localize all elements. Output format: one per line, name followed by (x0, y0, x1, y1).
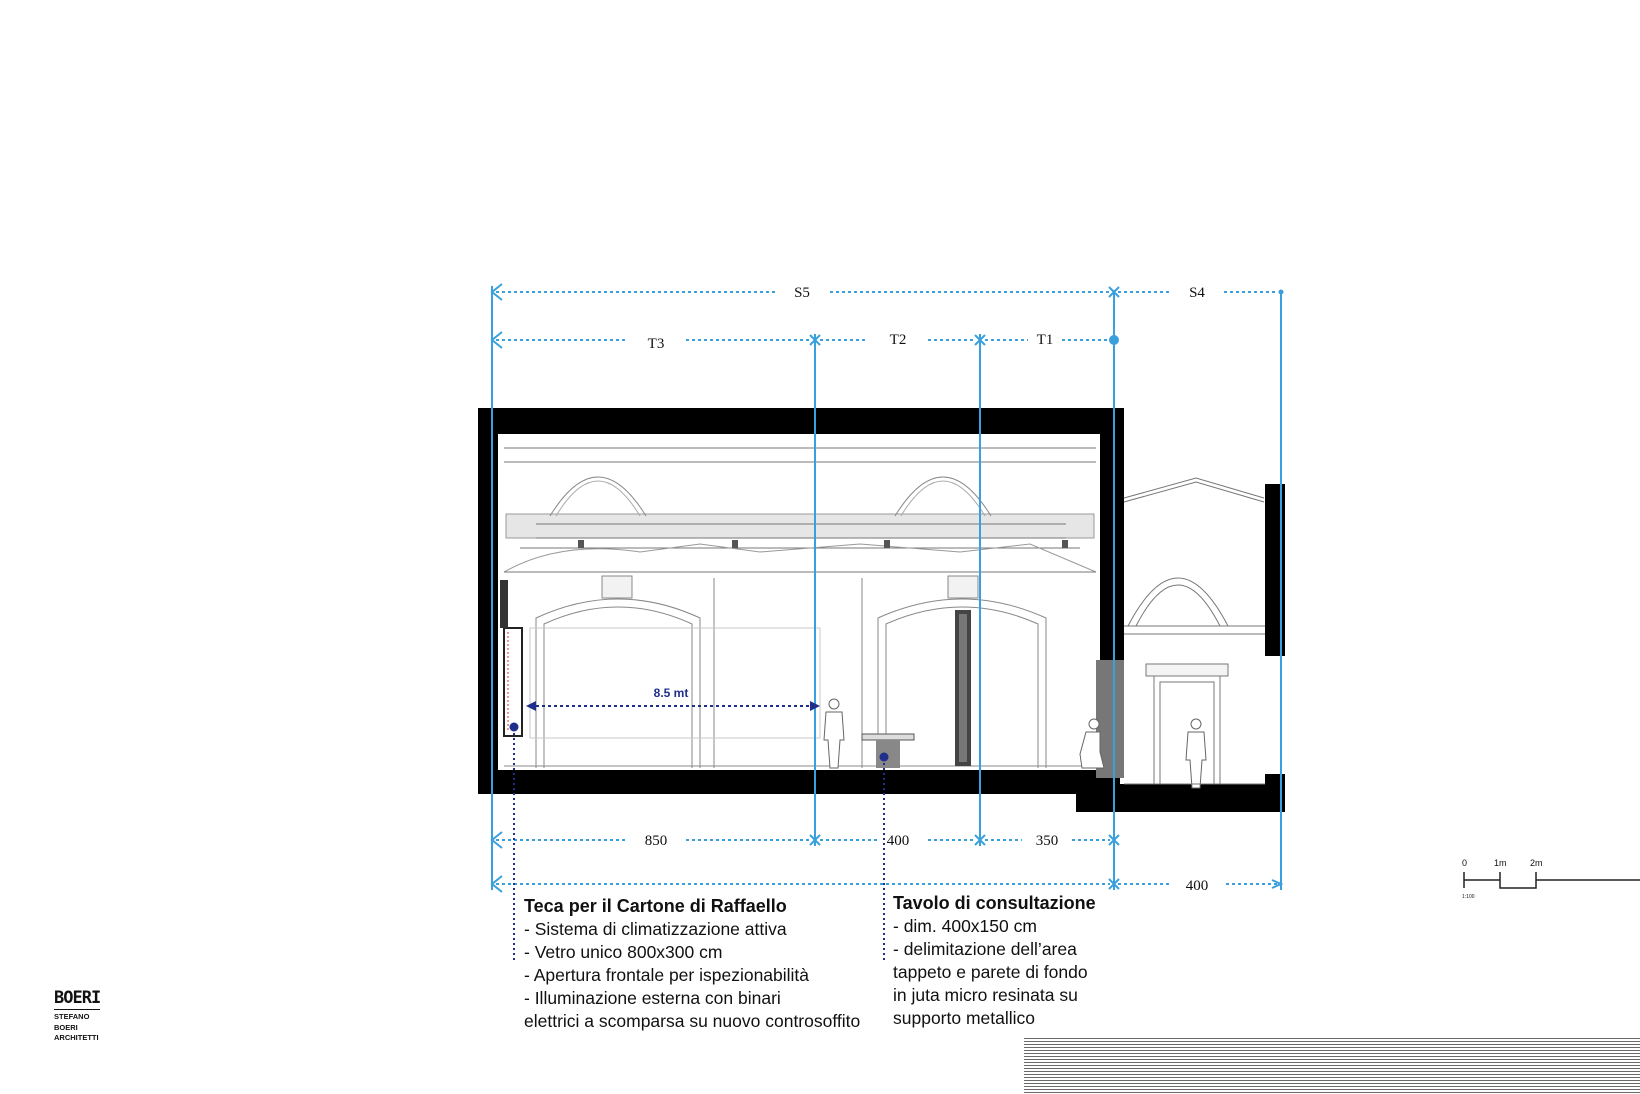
note-teca (524, 895, 860, 1033)
scale-bar (1462, 858, 1640, 908)
dim-label-850: 850 (644, 833, 668, 849)
note-tavolo-line: supporto metallico (893, 1008, 1036, 1028)
dim-label-400-annex: 400 (1185, 878, 1209, 894)
note-teca-line: elettrici a scomparsa su nuovo controsoffito (524, 1011, 861, 1031)
dim-label-400: 400 (886, 833, 910, 849)
dim-label-350: 350 (1035, 833, 1059, 849)
note-tavolo-line: in juta micro resinata su (893, 985, 1078, 1005)
roof-slab (478, 408, 1124, 434)
boeri-logo (54, 990, 100, 1042)
logo-line: STEFANO (54, 1012, 90, 1021)
logo-mark: BOERI (54, 988, 101, 1008)
logo-line: BOERI (54, 1022, 78, 1032)
left-wall (478, 408, 498, 794)
note-tavolo-line: tappeto e parete di fondo (893, 962, 1088, 982)
dim-label-t2: T2 (889, 332, 907, 348)
dimension-node (1109, 335, 1119, 345)
consultation-table (862, 734, 914, 740)
note-teca-line: - Apertura frontale per ispezionabilità (524, 965, 810, 985)
scale-ratio: 1:100 (1462, 894, 1475, 900)
dim-label-s5: S5 (794, 285, 810, 301)
scale-label-2m: 2m (1530, 858, 1543, 868)
right-wall (1100, 408, 1124, 660)
note-teca-line: - Vetro unico 800x300 cm (524, 942, 723, 962)
dim-label-t3: T3 (647, 336, 665, 352)
person-figure-3 (1186, 719, 1206, 788)
dim-label-s4: S4 (1189, 285, 1205, 301)
note-tavolo-line: - delimitazione dell’area (893, 939, 1077, 959)
note-teca-line: - Illuminazione esterna con binari (524, 988, 781, 1008)
scale-label-0: 0 (1462, 858, 1468, 868)
note-teca-line: - Sistema di climatizzazione attiva (524, 919, 787, 939)
showcase-teca (504, 628, 522, 736)
note-tavolo (893, 892, 1096, 1030)
scale-bar-graphic (1462, 858, 1640, 898)
note-teca-title: Teca per il Cartone di Raffaello (524, 896, 787, 916)
note-tavolo-title: Tavolo di consultazione (893, 893, 1096, 913)
logo-line: ARCHITETTI (54, 1033, 99, 1042)
person-figure-1 (824, 699, 844, 768)
inner-dimension-label: 8.5 mt (653, 686, 689, 700)
dim-label-t1: T1 (1036, 332, 1054, 348)
note-tavolo-line: - dim. 400x150 cm (893, 916, 1037, 936)
building-section (478, 408, 1285, 812)
scale-label-1m: 1m (1494, 858, 1507, 868)
hatched-ground-band (1024, 1038, 1640, 1094)
inner-dimension (526, 686, 820, 711)
